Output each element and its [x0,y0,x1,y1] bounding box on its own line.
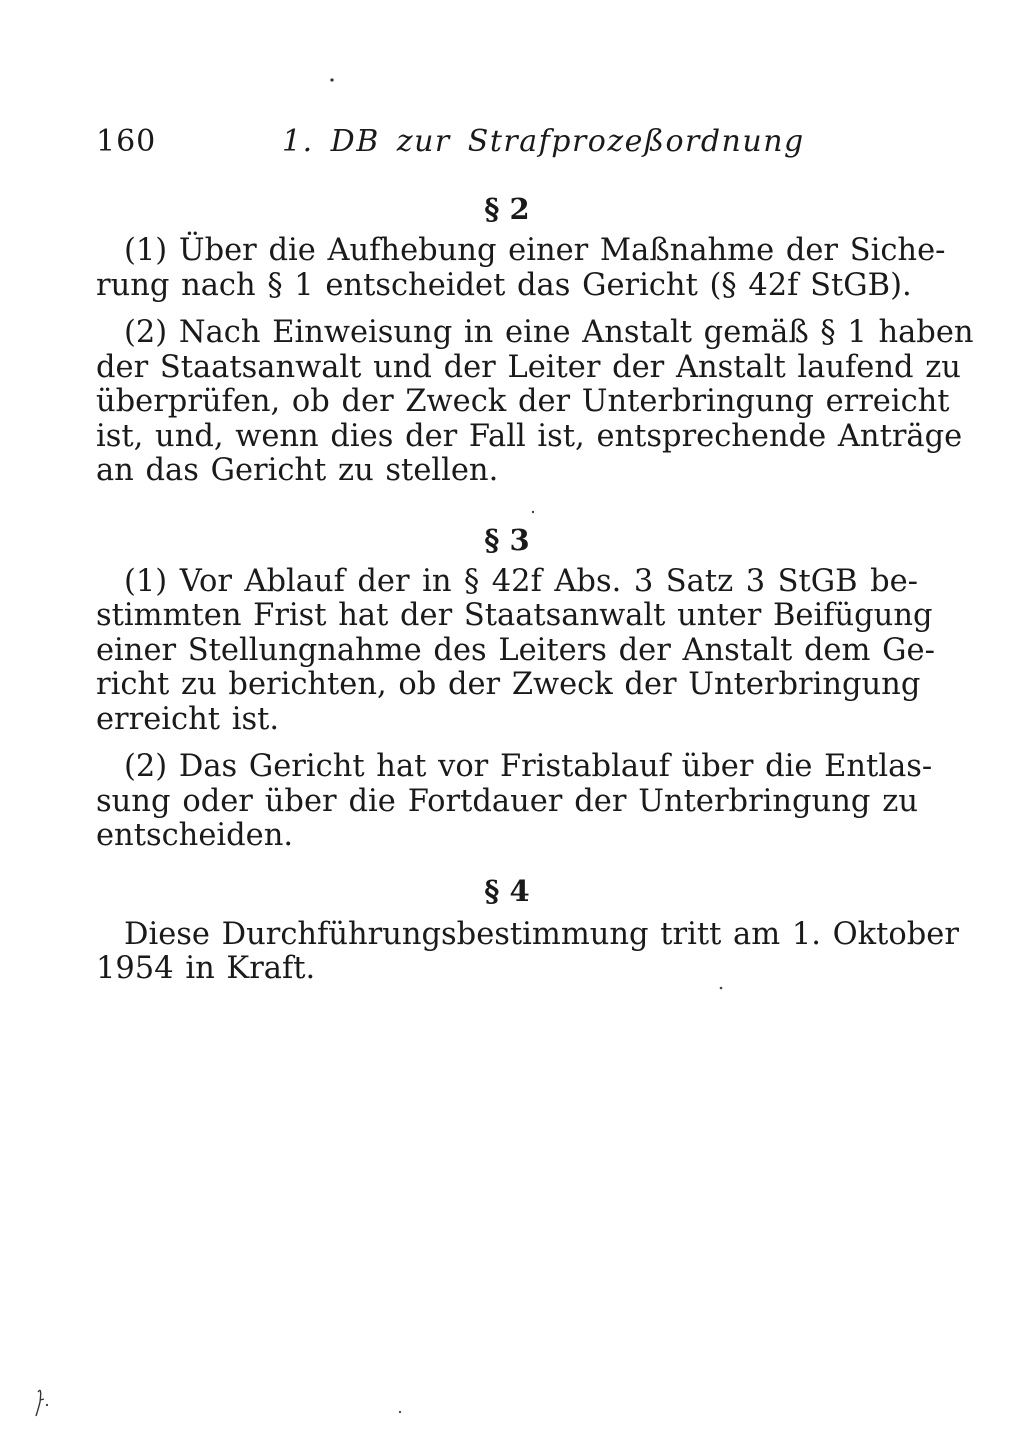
section-2 [96,192,974,489]
section-3 [96,522,935,854]
text-line: (1) Über die Aufhebung einer Maßnahme der Siche- [124,233,946,268]
book-page [96,118,974,987]
text-line: Diese Durchführungsbestimmung tritt am 1. Oktober [124,916,959,952]
text-line: ist, und, wenn dies der Fall ist, entsprechende Anträge [96,418,963,454]
text-line: sung oder über die Fortdauer der Unterbringung zu [96,783,918,819]
section-heading: § 2 [484,192,530,226]
text-line: entscheiden. [96,818,294,853]
paragraph-4 [96,916,959,987]
text-line: (1) Vor Ablauf der in § 42f Abs. 3 Satz 3 StGB be- [124,563,918,599]
section-heading: § 3 [484,522,530,557]
text-line: (2) Das Gericht hat vor Fristablauf über die Entlas- [124,749,933,784]
text-line: überprüfen, ob der Zweck der Unterbringung erreicht [96,384,950,419]
paragraph-3-2 [96,749,933,854]
text-line: rung nach § 1 entscheidet das Gericht (§ 42f StGB). [96,267,912,303]
text-line: einer Stellungnahme des Leiters der Anstalt dem Ge- [96,632,935,668]
paragraph-2-1 [96,233,946,303]
running-head [96,118,918,166]
text-line: stimmten Frist hat der Staatsanwalt unter Beifügung [96,598,933,633]
section-heading: § 4 [484,873,530,908]
text-line: an das Gericht zu stellen. [96,453,499,488]
paragraph-3-1 [96,563,935,738]
section-4 [96,873,959,987]
text-line: erreicht ist. [96,701,280,737]
paragraph-2-2 [96,315,974,489]
page-number: 160 [96,124,157,159]
text-line: richt zu berichten, ob der Zweck der Unterbringung [96,667,921,702]
text-line: der Staatsanwalt und der Leiter der Anstalt laufend zu [96,349,961,385]
running-head-title: 1. DB zur Strafprozeßordnung [282,124,805,159]
text-line: (2) Nach Einweisung in eine Anstalt gemäß § 1 haben [124,315,974,350]
text-line: 1954 in Kraft. [96,951,316,986]
